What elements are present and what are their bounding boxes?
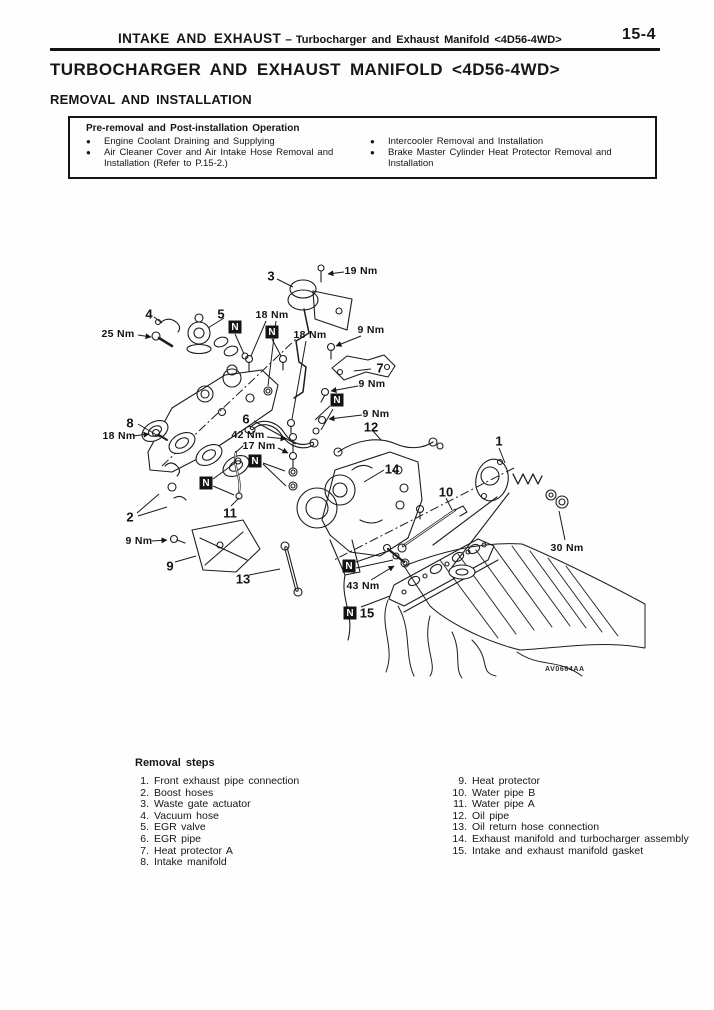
step-text: Waste gate actuator [154,798,251,811]
pre-post-heading: Pre-removal and Post-installation Operation [86,123,300,134]
part-callout-3: 3 [267,268,275,284]
step-number: 7. [140,844,149,857]
section-subtitle: REMOVAL AND INSTALLATION [50,92,252,107]
non-reusable-part-letter: N [345,561,353,572]
non-reusable-part-letter: N [251,456,259,467]
step-text: Intake manifold [154,856,227,869]
figure-code: AV0664AA [545,666,585,673]
removal-steps-right [445,776,695,857]
non-reusable-part-letter: N [346,608,354,619]
step-number: 9. [458,775,467,787]
part-callout-12: 12 [363,419,379,435]
non-reusable-part-letter: N [333,395,341,406]
step-text: Water pipe A [472,798,535,811]
torque-label: 18 Nm [255,309,289,321]
step-number: 4. [140,809,149,822]
part-callout-4: 4 [145,306,153,322]
torque-label: 9 Nm [358,378,386,390]
step-text: Boost hoses [154,786,214,799]
pre-post-item-text: Engine Coolant Draining and Supplying [104,136,275,147]
step-number: 10. [452,786,467,799]
removal-step [135,776,435,788]
torque-label: 17 Nm [242,440,276,452]
removal-step [445,776,695,788]
header-separator: – [285,32,292,46]
step-text: EGR pipe [154,832,202,845]
step-text: Heat protector [472,775,541,787]
part-callout-6: 6 [242,411,250,427]
torque-label: 43 Nm [346,580,380,592]
part-callout-13: 13 [235,571,251,587]
pre-post-item-text: Air Cleaner Cover and Air Intake Hose Removal and Installation (Refer to P.15-2.) [104,147,334,170]
non-reusable-part-letter: N [231,322,239,333]
part-callout-7: 7 [376,360,384,376]
torque-label: 19 Nm [344,265,378,277]
step-number: 11. [453,798,467,811]
non-reusable-part-letter: N [268,327,276,338]
header-subsection: Turbocharger and Exhaust Manifold <4D56-4WD> [295,34,562,46]
torque-label: 9 Nm [357,324,385,336]
step-number: 1. [140,775,149,787]
list-item [86,136,348,147]
bullet-icon: ● [370,137,375,146]
step-text: Exhaust manifold and turbocharger assembly [472,832,689,845]
bullet-icon: ● [370,148,375,158]
removal-step [445,834,695,846]
part-callout-10: 10 [438,484,454,500]
torque-label: 18 Nm [293,329,327,341]
step-text: Heat protector A [154,844,233,857]
step-text: Vacuum hose [154,809,219,822]
bullet-icon: ● [86,137,91,146]
torque-label: 9 Nm [125,535,153,547]
part-callout-15: 15 [359,605,375,621]
pre-post-operation-box [68,116,657,179]
torque-label: 30 Nm [550,542,584,554]
part-callout-5: 5 [217,306,225,322]
torque-label: 18 Nm [102,430,136,442]
step-number: 12. [452,809,467,822]
part-callout-9: 9 [166,558,174,574]
part-callout-14: 14 [384,461,400,477]
step-number: 3. [140,798,149,811]
torque-label: 42 Nm [231,429,265,441]
step-text: Intake and exhaust manifold gasket [472,844,644,857]
page-header [118,30,618,48]
page-title: TURBOCHARGER AND EXHAUST MANIFOLD <4D56-4WD> [50,60,560,79]
removal-steps-left [135,776,435,869]
step-number: 14. [452,832,467,845]
pre-post-left-column [86,136,348,170]
torque-label: 9 Nm [362,408,390,420]
step-number: 13. [452,821,467,834]
step-number: 6. [140,832,149,845]
removal-step [135,857,435,869]
part-callout-1: 1 [495,433,503,449]
pre-post-item-text: Brake Master Cylinder Heat Protector Removal and Installation [388,147,612,170]
part-callout-8: 8 [126,415,134,431]
non-reusable-part-letter: N [202,478,210,489]
bullet-icon: ● [86,148,91,158]
list-item [370,136,647,147]
header-section: INTAKE AND EXHAUST [118,31,282,46]
step-text: EGR valve [154,821,206,834]
step-text: Oil pipe [472,809,510,822]
list-item [370,147,647,169]
step-text: Water pipe B [472,786,536,799]
torque-label: 25 Nm [101,328,135,340]
removal-step [445,846,695,858]
pre-post-item-text: Intercooler Removal and Installation [388,136,544,147]
header-rule [50,48,660,51]
step-number: 8. [140,856,149,869]
step-text: Front exhaust pipe connection [154,775,300,787]
part-callout-11: 11 [223,505,237,521]
part-callout-2: 2 [126,509,134,525]
step-number: 2. [140,786,149,799]
step-number: 15. [452,844,467,857]
step-number: 5. [140,821,149,834]
removal-step [135,834,435,846]
exploded-diagram [40,250,680,680]
removal-steps-heading: Removal steps [135,757,215,769]
list-item [86,147,348,169]
pre-post-right-column [370,136,647,170]
page-number: 15-4 [622,26,657,43]
step-text: Oil return hose connection [472,821,600,834]
